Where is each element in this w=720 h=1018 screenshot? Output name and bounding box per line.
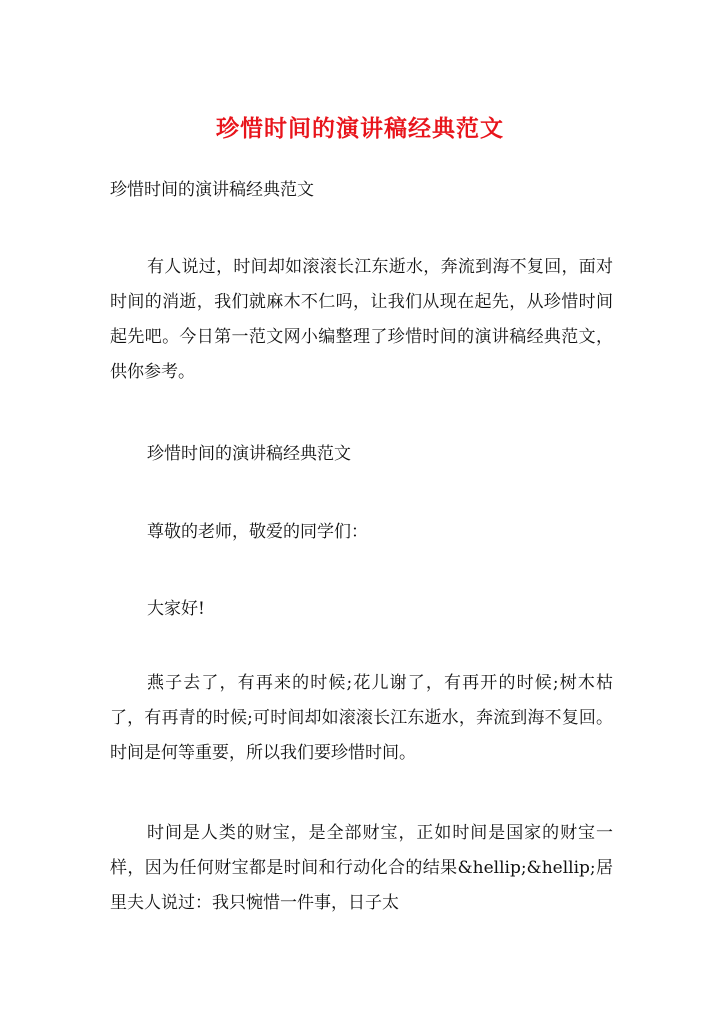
- body-paragraph: 燕子去了，有再来的时候;花儿谢了，有再开的时候;树木枯了，有再青的时候;可时间却如滚滚长江东逝水，奔流到海不复回。时间是何等重要，所以我们要珍惜时间。: [110, 673, 613, 763]
- document-title: 珍惜时间的演讲稿经典范文: [216, 115, 504, 142]
- speech-salutation: 尊敬的老师，敬爱的同学们：: [147, 522, 368, 542]
- body-paragraph: 时间是人类的财宝，是全部财宝，正如时间是国家的财宝一样，因为任何财宝都是时间和行动化合的结果&hellip;&hellip;居里夫人说过：我只惋惜一件事，日子太: [110, 823, 613, 913]
- intro-paragraph: 有人说过，时间却如滚滚长江东逝水，奔流到海不复回，面对时间的消逝，我们就麻木不仁吗，让我们从现在起先，从珍惜时间起先吧。今日第一范文网小编整理了珍惜时间的演讲稿经典范文，供你参考。: [110, 257, 613, 382]
- document-subtitle: 珍惜时间的演讲稿经典范文: [110, 180, 314, 200]
- speech-heading: 珍惜时间的演讲稿经典范文: [147, 444, 351, 464]
- speech-greeting: 大家好!: [147, 599, 205, 619]
